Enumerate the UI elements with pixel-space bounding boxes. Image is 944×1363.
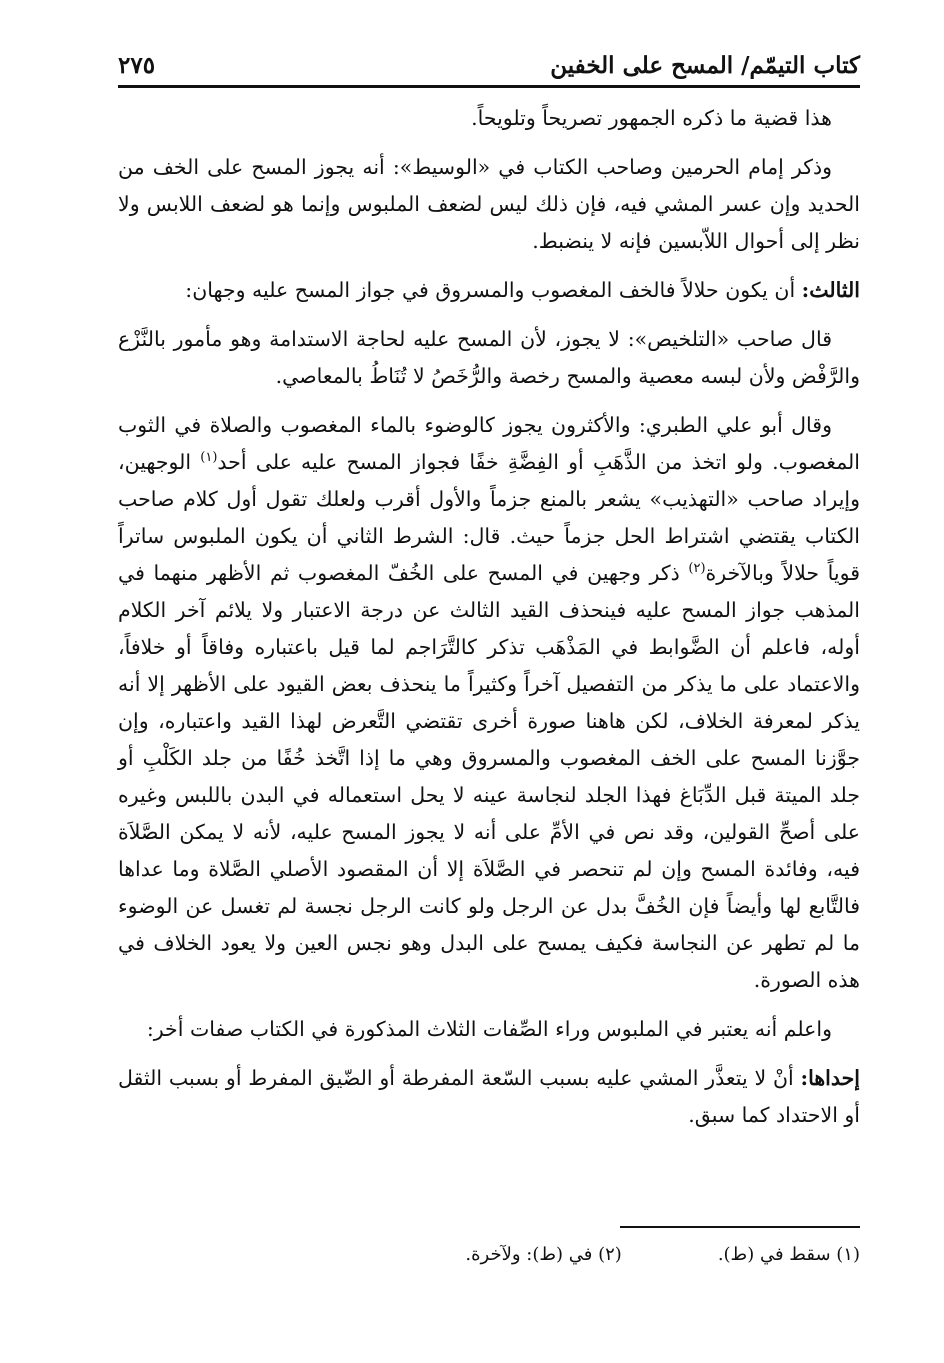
paragraph-4: قال صاحب «التلخيص»: لا يجوز، لأن المسح عليه لحاجة الاستدامة وهو مأمور بالنَّزْع والرَّفْض ولأن لبسه معصية والمسح رخصة والرُّخَصُ لا تُنَاطُ بالمعاصي. (118, 327, 860, 388)
paragraph-5-part-b: الوجهين، وإيراد صاحب «التهذيب» يشعر بالمنع جزماً والأول أقرب ولعلك تقول أول كلام صاحب الكتاب يقتضي اشتراط الحل جزماً حيث. قال: الشرط الثاني أن يكون الملبوس ساتراً قوياً حلالاً وبالآخرة (118, 450, 860, 585)
paragraph-3 (118, 272, 860, 309)
paragraph-7-text: أنْ لا يتعذَّر المشي عليه بسبب السّعة المفرطة أو الضّيق المفرط أو بسبب الثقل أو الاحتداد كما سبق. (118, 1066, 860, 1127)
section-lead-first: إحداها: (800, 1066, 860, 1090)
section-lead-third: الثالث: (801, 278, 860, 302)
paragraph-7 (118, 1060, 860, 1134)
main-text (118, 100, 860, 1146)
page-header (118, 40, 860, 88)
footnote-1: (١) سقط في (ط). (717, 1244, 860, 1265)
paragraph-6: واعلم أنه يعتبر في الملبوس وراء الصِّفات الثلاث المذكورة في الكتاب صفات أخر: (146, 1017, 832, 1041)
paragraph-5-part-a: وقال أبو علي الطبري: والأكثرون يجوز كالوضوء بالماء المغصوب والصلاة في الثوب المغصوب. ولو اتخذ من الذَّهَبِ أو الفِضَّةِ خفًا فجواز المسح عليه على أحد (118, 413, 860, 474)
paragraph-5 (118, 407, 860, 999)
paragraph-5-part-c: ذكر وجهين في المسح على الخُفّ المغصوب ثم الأظهر منهما في المذهب جواز المسح عليه فينحذف القيد الثالث عن درجة الاعتبار ولا يلائم آخر الكلام أوله، فاعلم أن الضَّوابط في المَذْهَب تذكر كالتَّرَاجم لما قيل باعتباره وفاقاً أو خلافاً، والاعتماد على ما يذكر من التفصيل آخراً وكثيراً ما ينحذف بعض القيود على الأظهر إلا أنه يذكر لمعرفة الخلاف، لكن هاهنا صورة أخرى تقتضي التَّعرض لهذا القيد واعتباره، وإن جوَّزنا المسح على الخف المغصوب والمسروق وهي ما إذا اتَّخذ خُفًا من جلد الكَلْبِ أو جلد الميتة قبل الدِّبَاغ فهذا الجلد لنجاسة عينه لا يحل استعماله في البدن باللبس وغيره على أصحِّ القولين، وقد نص في الأمِّ على أنه لا يجوز المسح عليه، لأنه لا يمكن الصَّلاَة فيه، وفائدة المسح وإن لم تنحصر في الصَّلاَة إلا أن المقصود الأصلي الصَّلاة وما عداها فالتَّابع لها وأيضاً فإن الخُفَّ بدل عن الرجل ولو كانت الرجل نجسة لم تغسل عن الوضوء ما لم تطهر عن النجاسة فكيف يمسح على البدل وهو نجس العين ولا يعود الخلاف في هذه الصورة. (118, 561, 860, 992)
paragraph-2: وذكر إمام الحرمين وصاحب الكتاب في «الوسيط»: أنه يجوز المسح على الخف من الحديد وإن عسر المشي فيه، فإن ذلك ليس لضعف الملبوس وإنما هو لضعف اللابس ولا نظر إلى أحوال اللاّبسين فإنه لا ينضبط. (118, 155, 860, 253)
footnote-divider (620, 1226, 860, 1228)
footnote-ref-1: (١) (200, 450, 218, 466)
footnotes (118, 1242, 860, 1268)
paragraph-3-text: أن يكون حلالاً فالخف المغصوب والمسروق في جواز المسح عليه وجهان: (185, 278, 796, 302)
paragraph-1: هذا قضية ما ذكره الجمهور تصريحاً وتلويحاً. (471, 106, 832, 130)
running-head: كتاب التيمّم/ المسح على الخفين (550, 52, 860, 79)
footnote-2: (٢) في (ط): ولآخرة. (465, 1244, 622, 1265)
footnote-ref-2: (٢) (688, 561, 706, 577)
page-number: ٢٧٥ (118, 52, 156, 79)
